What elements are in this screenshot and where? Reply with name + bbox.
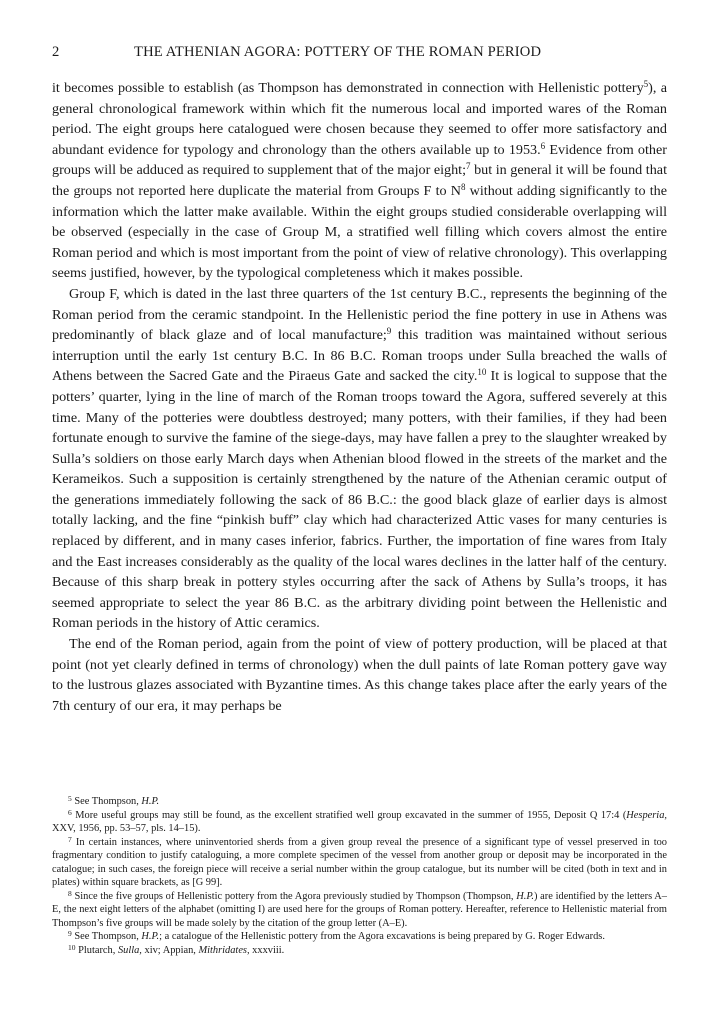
text-run: See Thompson, [74, 796, 142, 807]
text-run: ) are identified by the letters A–E, the next eight letters of the alphabet (omitting I) are used here for the groups of Roman pottery. Hereafter, reference to Hellenistic material from Thompson’s five groups will be made solely by the citation of the group letter (A–E). [52, 890, 667, 929]
text-run: Group F, which is dated in the last three quarters of the 1st century B.C., represents the beginning of the Roman period from the ceramic standpoint. In the Hellenistic period the fine pottery in use in Athens was predominantly of black glaze and of local manufacture; [52, 285, 667, 344]
footnote-5 [52, 795, 667, 809]
footnote-ref-10: 10 [477, 367, 487, 378]
text-run: XXV, 1956, pp. 53–57, pls. 14–15). [52, 823, 201, 834]
italic-text: Mithridates, [198, 944, 250, 956]
italic-text: H.P. [141, 931, 160, 942]
footnote-number: 5 [68, 794, 72, 803]
footnote-ref-5: 5 [643, 79, 649, 89]
footnote-number: 6 [68, 807, 72, 817]
italic-text: H.P. [141, 796, 160, 807]
footnote-number: 9 [68, 929, 72, 938]
footnote-10 [52, 944, 667, 958]
text-run: It is logical to suppose that the potters’ quarter, lying in the line of march of the Roman troops toward the Agora, suffered severely at this time. Many of the potteries were doubtless destroyed; many potters, with their families, if they had been fortunate enough to survive the famine of the siege-days, may have fallen a prey to the slaughter wreaked by Sulla’s soldiers on those early March days when Athenian blood flowed in the streets of the market and the Kerameikos. Such a supposition is certainly strengthened by the nature of the Athenian ceramic output of the generations immediately following the sack of 86 B.C.: the good black glaze of earlier days is almost totally lacking, and the fine “pinkish buff” clay which had characterized Attic vases for many centuries is replaced by different, and in many cases inferior, fabrics. Further, the importation of fine wares from Italy and the East increases considerably as the quality of the local wares declines in the latter half of the century. Because of this sharp break in pottery styles occurring after the sack of Athens by Sulla’s troops, it has seemed appropriate to select the year 86 B.C. as the arbitrary dividing point between the Hellenistic and Roman periods in the history of Attic ceramics. [52, 368, 667, 632]
text-run: without adding significantly to the information which the latter make available. Within the eight groups studied considerable overlapping will be observed (especially in the case of Group M, a stratified well filling which covers almost the entire Roman period and which is most important from the point of view of relative chronology). This overlapping seems justified, however, by the typological completeness which it makes possible. [52, 182, 667, 282]
footnote-7 [52, 836, 667, 890]
text-run: xxxviii. [249, 944, 285, 956]
footnote-number: 10 [68, 942, 76, 952]
footnote-ref-8: 8 [460, 181, 466, 192]
text-run: xiv; Appian, [141, 944, 199, 956]
text-run: Since the five groups of Hellenistic pottery from the Agora previously studied by Thompson (Thompson, [74, 890, 517, 902]
italic-text: Hesperia, [626, 809, 667, 821]
text-run: this tradition was maintained without serious interruption until the early 1st century B.C. In 86 B.C. Roman troops under Sulla breached the walls of Athens between the Sacred Gate and the Piraeus Gate and sacked the city. [52, 327, 668, 385]
footnote-6 [52, 809, 667, 836]
running-title: THE ATHENIAN AGORA: POTTERY OF THE ROMAN PERIOD [134, 44, 542, 60]
italic-text: H.P. [516, 890, 534, 902]
footnote-number: 8 [68, 888, 72, 898]
text-run: ), a general chronological framework within which fit the numerous local and imported wares of the Roman period. The eight groups here catalogued were chosen because they seemed to offer more satisfactory and abundant evidence for typology and chronology than the others available up to 1953. [52, 80, 667, 158]
paragraph-3: The end of the Roman period, again from the point of view of pottery production, will be placed at that point (not yet clearly defined in terms of chronology) when the dull paints of late Roman pottery gave way to the lustrous glazes associated with Byzantine times. As this change takes place after the early years of the 7th century of our era, it may perhaps be [52, 636, 667, 714]
page-number: 2 [52, 44, 60, 60]
text-run: but in general it will be found that the groups not reported here duplicate the material from Groups F to N [52, 162, 667, 199]
text-run: ; a catalogue of the Hellenistic pottery from the Agora excavations is being prepared by G. Roger Edwards. [159, 931, 605, 942]
footnote-9 [52, 930, 667, 944]
text-run: See Thompson, [74, 931, 142, 942]
text-run: In certain instances, where uninventoried sherds from a given group reveal the presence of a significant type of vessel preserved in too fragmentary condition to justify cataloguing, a more complete specimen of the vessel from another group or deposit may be incorporated in the catalogue; in such cases, the foreign piece will receive a serial number within the group catalogue, but its number will be cited (both in text and in plates) within square brackets, as [G 99]. [52, 836, 667, 888]
text-run: More useful groups may still be found, as the excellent stratified well group excavated in the summer of 1955, Deposit Q 17:4 ( [75, 809, 627, 821]
footnote-ref-6: 6 [540, 140, 546, 151]
footnotes [52, 795, 667, 957]
paragraph-1 [52, 78, 667, 284]
italic-text: Sulla, [117, 944, 142, 956]
text-run: it becomes possible to establish (as Thompson has demonstrated in connection with Hellenistic pottery [52, 80, 644, 96]
footnote-ref-9: 9 [386, 326, 392, 337]
body-text [52, 78, 667, 716]
footnote-8 [52, 890, 667, 931]
footnote-number: 7 [68, 834, 72, 844]
text-run: Plutarch, [78, 944, 118, 956]
footnote-ref-7: 7 [466, 161, 471, 172]
running-header [52, 44, 667, 64]
paragraph-2 [52, 284, 667, 634]
text-run: Evidence from other groups will be adduced as required to supplement that of the major eight; [52, 141, 667, 179]
